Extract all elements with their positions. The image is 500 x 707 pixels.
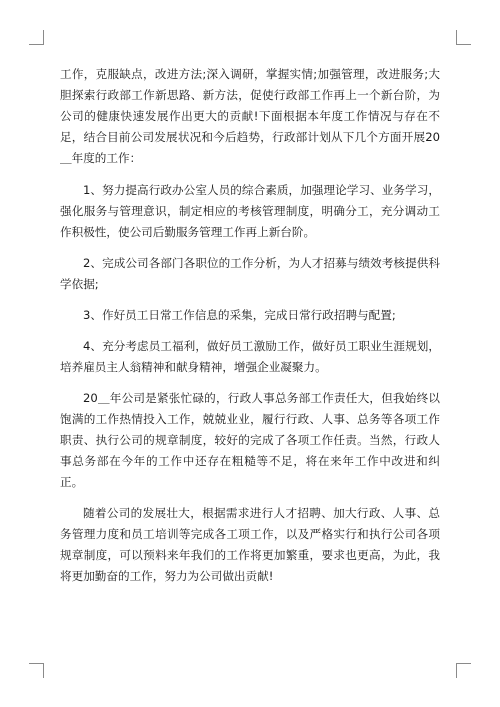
document-body [60,64,440,597]
paragraph-item-1: 1、努力提高行政办公室人员的综合素质，加强理论学习、业务学习，强化服务与管理意识，制定相应的考核管理制度，明确分工，充分调动工作积极性，使公司后勤服务管理工作再上新台阶。 [60,183,440,239]
paragraph-summary: 20＿年公司是紧张忙碌的，行政人事总务部工作责任大，但我始终以饱满的工作热情投入工作，兢兢业业，履行行政、人事、总务等各项工作职责、执行公司的规章制度，较好的完成了各项工作任责。当然，行政人事总务部在今年的工作中还存在粗糙等不足，将在来年工作中改进和纠正。 [60,391,440,489]
paragraph-item-2: 2、完成公司各部门各职位的工作分析，为人才招募与绩效考核提供科学依据; [60,256,440,291]
crop-mark-top-right [456,30,471,45]
paragraph-item-4: 4、充分考虑员工福利，做好员工激励工作，做好员工职业生涯规划，培养雇员主人翁精神和献身精神，增强企业凝聚力。 [60,339,440,374]
paragraph-intro: 工作，克服缺点，改进方法;深入调研，掌握实情;加强管理，改进服务;大胆探索行政部工作新思路、新方法，促使行政部工作再上一个新台阶，为公司的健康快速发展作出更大的贡献!下面根据本年度工作情况与存在不足，结合目前公司发展状况和今后趋势，行政部计划从下几个方面开展20＿年度的工作： [60,67,440,165]
crop-mark-bottom-left [29,663,44,678]
paragraph-item-3: 3、作好员工日常工作信息的采集，完成日常行政招聘与配置; [83,308,396,322]
paragraph-outlook: 随着公司的发展壮大，根据需求进行人才招聘、加大行政、人事、总务管理力度和员工培训等完成各工项工作，以及严格实行和执行公司各项规章制度，可以预料来年我们的工作将更加繁重，要求也更高，为此，我将更加勤奋的工作，努力为公司做出贡献! [60,506,440,583]
crop-mark-bottom-right [456,663,471,678]
crop-mark-top-left [29,30,44,45]
